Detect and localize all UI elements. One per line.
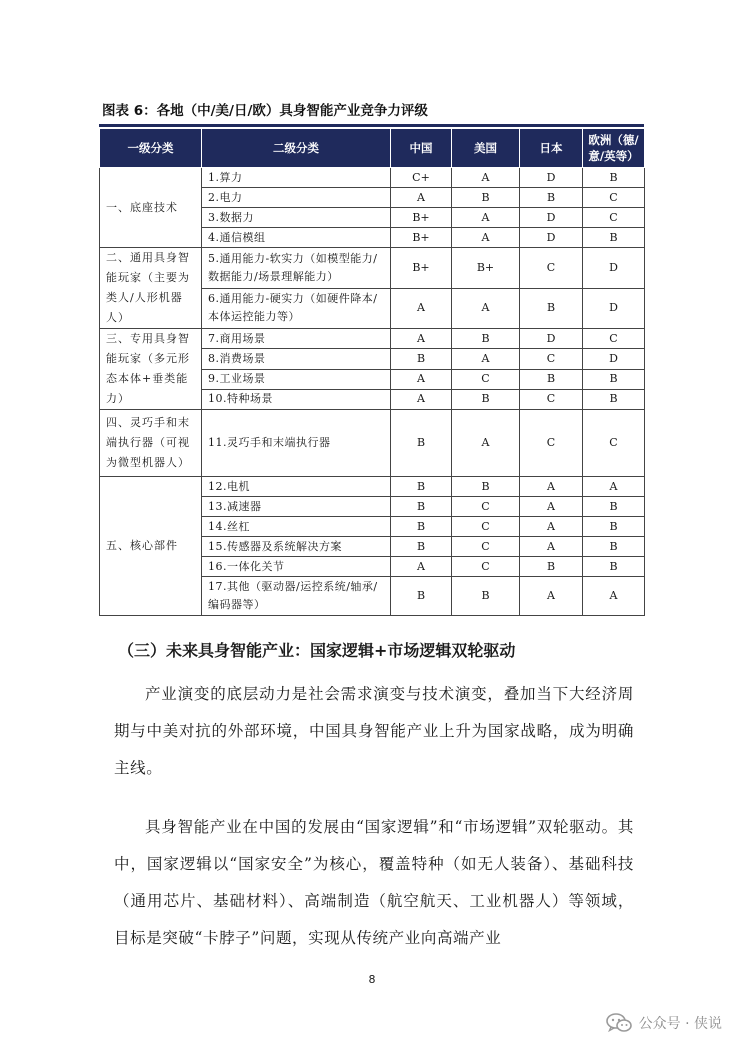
rating-jp: C (520, 248, 583, 289)
rating-eu: D (583, 248, 645, 289)
rating-cn: A (391, 288, 452, 329)
table-row (100, 410, 645, 477)
rating-us: A (452, 410, 520, 477)
subcategory-cell: 13.减速器 (202, 497, 391, 517)
rating-cn: B (391, 517, 452, 537)
category-cell: 五、核心部件 (100, 477, 202, 616)
wechat-icon (606, 1013, 632, 1033)
rating-cn: B (391, 410, 452, 477)
rating-eu: B (583, 497, 645, 517)
rating-us: C (452, 557, 520, 577)
rating-eu: D (583, 288, 645, 329)
rating-cn: A (391, 188, 452, 208)
rating-jp: B (520, 557, 583, 577)
rating-us: A (452, 168, 520, 188)
header-jp: 日本 (520, 129, 583, 168)
rating-cn: B (391, 537, 452, 557)
rating-jp: D (520, 228, 583, 248)
subcategory-cell: 15.传感器及系统解决方案 (202, 537, 391, 557)
rating-us: A (452, 288, 520, 329)
rating-cn: A (391, 557, 452, 577)
subcategory-cell: 1.算力 (202, 168, 391, 188)
rating-eu: C (583, 208, 645, 228)
watermark (606, 1013, 722, 1033)
rating-jp: C (520, 389, 583, 409)
rating-eu: B (583, 369, 645, 389)
rating-eu: A (583, 477, 645, 497)
header-us: 美国 (452, 129, 520, 168)
rating-us: A (452, 228, 520, 248)
caption-rule (99, 124, 644, 127)
rating-jp: C (520, 349, 583, 369)
rating-cn: C+ (391, 168, 452, 188)
rating-jp: B (520, 369, 583, 389)
rating-jp: D (520, 329, 583, 349)
subcategory-cell: 17.其他（驱动器/运控系统/轴承/编码器等） (202, 577, 391, 616)
rating-jp: D (520, 208, 583, 228)
rating-us: B+ (452, 248, 520, 289)
header-cn: 中国 (391, 129, 452, 168)
rating-jp: D (520, 168, 583, 188)
rating-us: B (452, 389, 520, 409)
table-caption: 图表 6：各地（中/美/日/欧）具身智能产业竞争力评级 (102, 103, 428, 119)
rating-us: B (452, 577, 520, 616)
rating-cn: B (391, 577, 452, 616)
rating-us: A (452, 349, 520, 369)
table-row (100, 248, 645, 289)
rating-us: A (452, 208, 520, 228)
rating-jp: A (520, 497, 583, 517)
table-row (100, 329, 645, 349)
rating-cn: B (391, 349, 452, 369)
subcategory-cell: 16.一体化关节 (202, 557, 391, 577)
rating-cn: A (391, 329, 452, 349)
category-cell: 四、灵巧手和末端执行器（可视为微型机器人） (100, 410, 202, 477)
category-cell: 二、通用具身智能玩家（主要为类人/人形机器人） (100, 248, 202, 329)
rating-table (99, 128, 645, 616)
rating-jp: C (520, 410, 583, 477)
subcategory-cell: 12.电机 (202, 477, 391, 497)
subcategory-cell: 10.特种场景 (202, 389, 391, 409)
rating-cn: B+ (391, 248, 452, 289)
subcategory-cell: 5.通用能力-软实力（如模型能力/数据能力/场景理解能力） (202, 248, 391, 289)
body-paragraph: 产业演变的底层动力是社会需求演变与技术演变，叠加当下大经济周期与中美对抗的外部环境，中国具身智能产业上升为国家战略，成为明确主线。 (114, 685, 634, 777)
subcategory-cell: 2.电力 (202, 188, 391, 208)
rating-us: C (452, 537, 520, 557)
rating-eu: A (583, 577, 645, 616)
header-row (100, 129, 645, 168)
rating-eu: B (583, 389, 645, 409)
table-row (100, 168, 645, 188)
category-cell: 三、专用具身智能玩家（多元形态本体+垂类能力） (100, 329, 202, 410)
rating-eu: C (583, 329, 645, 349)
subcategory-cell: 7.商用场景 (202, 329, 391, 349)
page-number: 8 (368, 973, 376, 986)
rating-eu: B (583, 168, 645, 188)
rating-eu: B (583, 228, 645, 248)
rating-cn: B+ (391, 228, 452, 248)
rating-eu: D (583, 349, 645, 369)
subcategory-cell: 3.数据力 (202, 208, 391, 228)
rating-cn: A (391, 389, 452, 409)
rating-eu: B (583, 557, 645, 577)
rating-eu: C (583, 410, 645, 477)
rating-jp: A (520, 517, 583, 537)
rating-us: B (452, 188, 520, 208)
rating-eu: C (583, 188, 645, 208)
subcategory-cell: 9.工业场景 (202, 369, 391, 389)
rating-cn: B (391, 497, 452, 517)
rating-cn: B (391, 477, 452, 497)
subcategory-cell: 8.消费场景 (202, 349, 391, 369)
rating-us: C (452, 517, 520, 537)
category-cell: 一、底座技术 (100, 168, 202, 248)
header-cat: 一级分类 (100, 129, 202, 168)
rating-us: C (452, 497, 520, 517)
header-sub: 二级分类 (202, 129, 391, 168)
rating-eu: B (583, 517, 645, 537)
rating-jp: B (520, 288, 583, 329)
section-heading: （三）未来具身智能产业：国家逻辑+市场逻辑双轮驱动 (118, 641, 516, 660)
rating-us: B (452, 477, 520, 497)
subcategory-cell: 6.通用能力-硬实力（如硬件降本/本体运控能力等） (202, 288, 391, 329)
subcategory-cell: 14.丝杠 (202, 517, 391, 537)
subcategory-cell: 11.灵巧手和末端执行器 (202, 410, 391, 477)
rating-jp: B (520, 188, 583, 208)
header-eu: 欧洲（德/意/英等） (583, 129, 645, 168)
rating-jp: A (520, 577, 583, 616)
table-row (100, 477, 645, 497)
rating-jp: A (520, 477, 583, 497)
body-paragraph: 具身智能产业在中国的发展由“国家逻辑”和“市场逻辑”双轮驱动。其中，国家逻辑以“国家安全”为核心，覆盖特种（如无人装备）、基础科技（通用芯片、基础材料）、高端制造（航空航天、工业机器人）等领域，目标是突破“卡脖子”问题，实现从传统产业向高端产业 (114, 818, 634, 947)
watermark-text: 公众号 · 侠说 (638, 1016, 722, 1032)
rating-cn: A (391, 369, 452, 389)
rating-cn: B+ (391, 208, 452, 228)
rating-us: B (452, 329, 520, 349)
rating-eu: B (583, 537, 645, 557)
rating-jp: A (520, 537, 583, 557)
subcategory-cell: 4.通信模组 (202, 228, 391, 248)
rating-us: C (452, 369, 520, 389)
